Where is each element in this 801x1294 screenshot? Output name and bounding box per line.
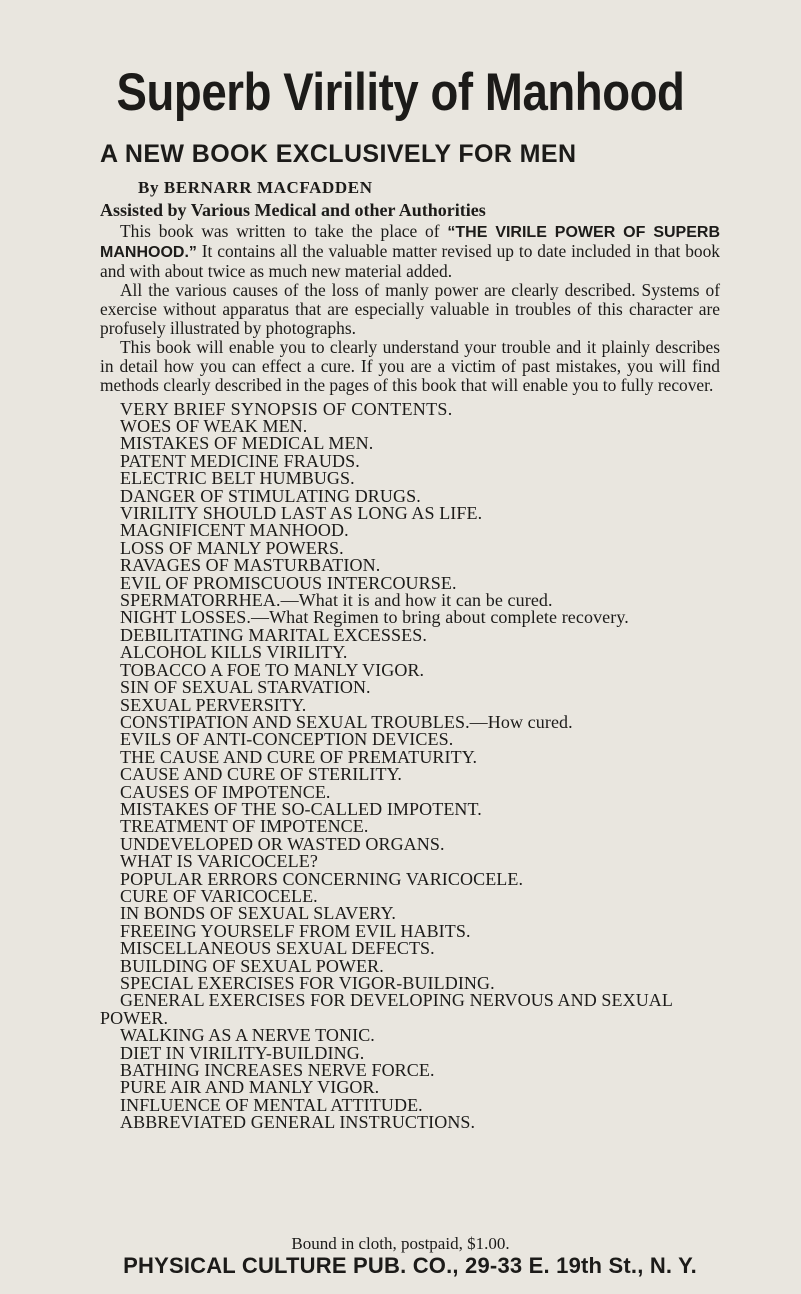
contents-item: WALKING AS A NERVE TONIC. xyxy=(120,1025,375,1046)
contents-item: SPECIAL EXERCISES FOR VIGOR-BUILDING. xyxy=(120,973,495,993)
synopsis-heading: VERY BRIEF SYNOPSIS OF CONTENTS. xyxy=(120,399,453,419)
contents-item: SEXUAL PERVERSITY. xyxy=(120,694,307,715)
contents-item: WHAT IS VARICOCELE? xyxy=(120,851,318,872)
contents-item: EVILS OF ANTI-CONCEPTION DEVICES. xyxy=(120,729,454,750)
intro-p1-before: This book was written to take the place of xyxy=(120,221,448,241)
contents-item: TOBACCO A FOE TO MANLY VIGOR. xyxy=(120,659,425,680)
contents-item: BUILDING OF SEXUAL POWER. xyxy=(120,955,384,976)
book-reference: “THE VIRILE POWER OF SUPERB MANHOOD.” xyxy=(100,224,721,261)
contents-item: DEBILITATING MARITAL EXCESSES. xyxy=(120,624,427,645)
author-line: By BERNARR MACFADDEN xyxy=(138,178,373,197)
contents-list xyxy=(100,418,720,1132)
contents-item: ELECTRIC BELT HUMBUGS. xyxy=(120,468,355,489)
contents-item: CURE OF VARICOCELE. xyxy=(120,885,318,906)
contents-item: ALCOHOL KILLS VIRILITY. xyxy=(120,642,348,663)
contents-item: MISCELLANEOUS SEXUAL DEFECTS. xyxy=(120,938,435,959)
intro-paragraph-2: All the various causes of the loss of manly power are clearly described. Systems of exercise without apparatus that are especially valuable in troubles of this character are profusely illustrated by photographs. xyxy=(100,280,720,338)
page-title: Superb Virility of Manhood xyxy=(116,63,685,122)
contents-item: CAUSE AND CURE OF STERILITY. xyxy=(120,764,402,785)
contents-item: GENERAL EXERCISES FOR DEVELOPING NERVOUS AND SEXUAL POWER. xyxy=(100,990,673,1028)
contents-item: EVIL OF PROMISCUOUS INTERCOURSE. xyxy=(120,572,457,593)
contents-item: PURE AIR AND MANLY VIGOR. xyxy=(120,1077,380,1098)
intro-paragraph-3: This book will enable you to clearly understand your trouble and it plainly describes in detail how you can effect a cure. If you are a victim of past mistakes, you will find methods clearly described in the pages of this book that will enable you to fully recover. xyxy=(100,337,720,395)
contents-item: VIRILITY SHOULD LAST AS LONG AS LIFE. xyxy=(120,503,483,524)
contents-item: PATENT MEDICINE FRAUDS. xyxy=(120,450,360,471)
contents-item: MISTAKES OF THE SO-CALLED IMPOTENT. xyxy=(120,798,482,819)
contents-item: BATHING INCREASES NERVE FORCE. xyxy=(120,1060,435,1081)
subtitle: A NEW BOOK EXCLUSIVELY FOR MEN xyxy=(100,140,577,168)
contents-item: WOES OF WEAK MEN. xyxy=(120,416,308,436)
assisted-by-line: Assisted by Various Medical and other Authorities xyxy=(100,200,486,220)
contents-item: INFLUENCE OF MENTAL ATTITUDE. xyxy=(120,1094,423,1115)
contents-item: TREATMENT OF IMPOTENCE. xyxy=(120,816,369,837)
intro-text xyxy=(100,222,720,395)
publisher-line: PHYSICAL CULTURE PUB. CO., 29-33 E. 19th St., N. Y. xyxy=(123,1253,697,1278)
intro-p1-after: It contains all the valuable matter revised up to date included in that book and with about twice as much new material added. xyxy=(100,241,720,281)
contents-item: DANGER OF STIMULATING DRUGS. xyxy=(120,485,421,506)
contents-item: MAGNIFICENT MANHOOD. xyxy=(120,520,349,541)
contents-item: CAUSES OF IMPOTENCE. xyxy=(120,781,331,802)
contents-item: THE CAUSE AND CURE OF PREMATURITY. xyxy=(120,746,478,767)
contents-item: IN BONDS OF SEXUAL SLAVERY. xyxy=(120,903,396,924)
contents-item: SPERMATORRHEA.—What it is and how it can be cured. xyxy=(120,590,553,611)
contents-item: UNDEVELOPED OR WASTED ORGANS. xyxy=(120,833,445,854)
intro-paragraph-1 xyxy=(100,222,720,281)
contents-item: POPULAR ERRORS CONCERNING VARICOCELE. xyxy=(120,868,524,889)
contents-item: LOSS OF MANLY POWERS. xyxy=(120,537,344,558)
contents-item: FREEING YOURSELF FROM EVIL HABITS. xyxy=(120,920,471,941)
contents-item: RAVAGES OF MASTURBATION. xyxy=(120,555,381,576)
contents-item: CONSTIPATION AND SEXUAL TROUBLES.—How cured. xyxy=(120,711,573,732)
contents-item: NIGHT LOSSES.—What Regimen to bring about complete recovery. xyxy=(120,607,629,628)
contents-item: MISTAKES OF MEDICAL MEN. xyxy=(120,433,374,454)
price-line: Bound in cloth, postpaid, $1.00. xyxy=(291,1234,510,1253)
contents-item: ABBREVIATED GENERAL INSTRUCTIONS. xyxy=(120,1112,476,1133)
contents-item: SIN OF SEXUAL STARVATION. xyxy=(120,677,371,698)
contents-item: DIET IN VIRILITY-BUILDING. xyxy=(120,1042,365,1063)
